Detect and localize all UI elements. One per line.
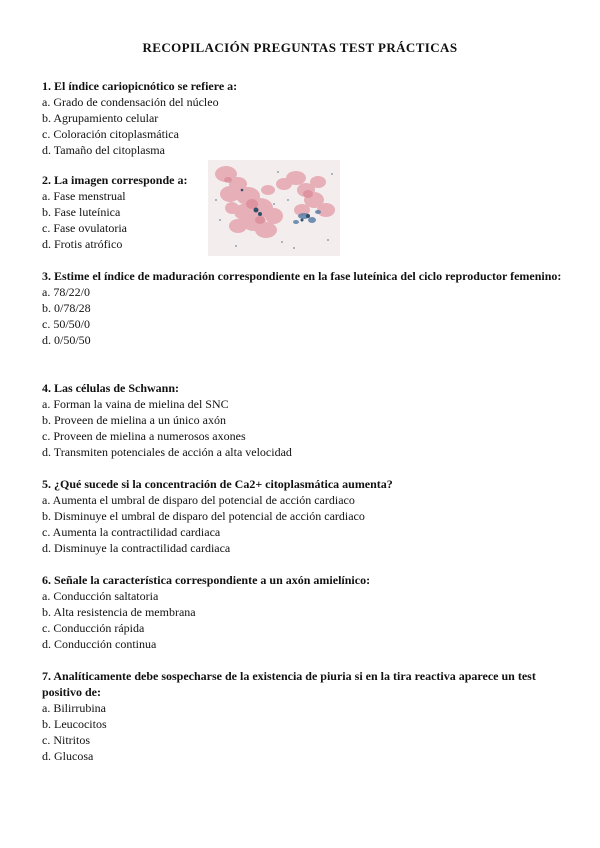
option-d: d. Frotis atrófico (42, 237, 123, 251)
option-d: d. Disminuye la contractilidad cardiaca (42, 541, 231, 555)
option-c: c. 50/50/0 (42, 317, 90, 331)
cytology-smear-image (208, 160, 340, 256)
option-b: b. Agrupamiento celular (42, 111, 159, 125)
option-d: d. Glucosa (42, 749, 94, 763)
question-6 (42, 572, 562, 652)
option-d: d. Conducción continua (42, 637, 157, 651)
option-a: a. Fase menstrual (42, 189, 126, 203)
option-b: b. Proveen de mielina a un único axón (42, 413, 226, 427)
question-5 (42, 476, 562, 556)
question-stem: 2. La imagen corresponde a: (42, 173, 188, 187)
option-c: c. Proveen de mielina a numerosos axones (42, 429, 246, 443)
question-2 (42, 172, 202, 252)
option-a: a. Conducción saltatoria (42, 589, 159, 603)
question-stem: 7. Analíticamente debe sospecharse de la existencia de piuria si en la tira reactiva aparece un test positivo de: (42, 669, 536, 699)
option-c: c. Nitritos (42, 733, 90, 747)
option-d: d. Transmiten potenciales de acción a alta velocidad (42, 445, 292, 459)
option-c: c. Conducción rápida (42, 621, 145, 635)
option-b: b. Fase luteínica (42, 205, 121, 219)
question-stem: 6. Señale la característica correspondiente a un axón amielínico: (42, 573, 371, 587)
option-b: b. Leucocitos (42, 717, 107, 731)
option-d: d. Tamaño del citoplasma (42, 143, 165, 157)
option-b: b. Alta resistencia de membrana (42, 605, 196, 619)
micrograph-illustration (208, 160, 340, 256)
option-c: c. Fase ovulatoria (42, 221, 127, 235)
document-title: RECOPILACIÓN PREGUNTAS TEST PRÁCTICAS (142, 40, 458, 55)
option-c: c. Aumenta la contractilidad cardiaca (42, 525, 221, 539)
option-a: a. Grado de condensación del núcleo (42, 95, 219, 109)
question-stem: 5. ¿Qué sucede si la concentración de Ca2+ citoplasmática aumenta? (42, 477, 393, 491)
question-1 (42, 78, 562, 158)
question-stem: 1. El índice cariopicnótico se refiere a: (42, 79, 238, 93)
question-stem: 4. Las células de Schwann: (42, 381, 180, 395)
question-4 (42, 380, 562, 460)
option-c: c. Coloración citoplasmática (42, 127, 179, 141)
option-d: d. 0/50/50 (42, 333, 91, 347)
question-stem: 3. Estime el índice de maduración correspondiente en la fase luteínica del ciclo reproductor femenino: (42, 269, 562, 283)
option-a: a. 78/22/0 (42, 285, 90, 299)
question-3 (42, 268, 562, 348)
option-a: a. Aumenta el umbral de disparo del potencial de acción cardiaco (42, 493, 355, 507)
option-a: a. Forman la vaina de mielina del SNC (42, 397, 229, 411)
option-b: b. 0/78/28 (42, 301, 91, 315)
option-a: a. Bilirrubina (42, 701, 106, 715)
option-b: b. Disminuye el umbral de disparo del potencial de acción cardiaco (42, 509, 365, 523)
question-7 (42, 668, 562, 764)
